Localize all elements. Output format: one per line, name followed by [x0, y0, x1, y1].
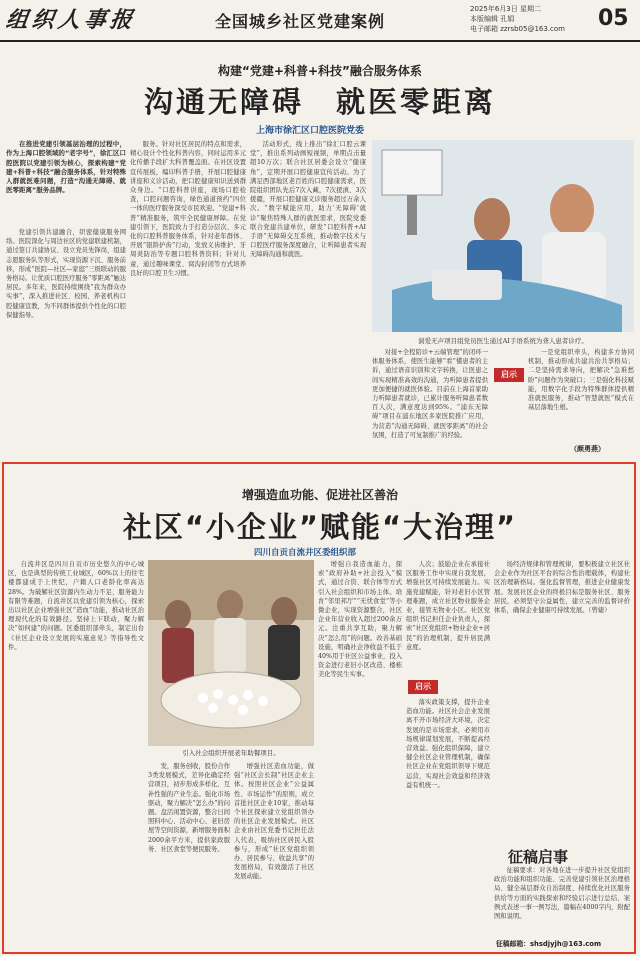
- article1-photo: [372, 140, 634, 332]
- article1-byline: 上海市徐汇区口腔医院党委: [256, 126, 365, 136]
- article1-qishi-text: 一是党组织牵头，构建多方协同机制，推动形成共建共治共享格局；二是坚持需求导向，把解决“急难愁盼”问题作为突破口；三是强化科技赋能，用数字化手段为特殊群体提供精准就医服务，推动“智慧就医”模式在基层落地生根。: [528, 349, 634, 412]
- article1-photo-caption: 洞爱无声项目组党员医生通过AI手语系统为聋人患者诊疗。: [418, 337, 588, 345]
- article2-qishi-label: 启示: [408, 680, 438, 694]
- article2-photo-caption: 引入社会组织开展老年助餐项目。: [182, 749, 280, 757]
- issue-date: 2025年6月3日 星期二: [470, 5, 541, 13]
- issue-meta: [470, 4, 590, 34]
- article1-col3: 活动形式，线上推出“徐汇口腔云课堂”，推出系列动画短视频，单期点击量超10万次；联合社区居委会设立“健康角”，定期开展口腔健康宣传活动。为了满足西部地区老百姓的口腔健康需求，医院组织团队先后7次入藏，7次援滇、3次援疆，开展口腔健康义诊服务超过万余人次。“数字赋能应用，助力‘无障碍’就诊”聚焦特殊人群的就医需求，医院党委联合党建共建单位，研发“口腔科普+AI手语”无障碍交互系统，推动数字技术与口腔医疗服务深度融合，让听障患者实现无障碍沟通和就医。: [250, 141, 366, 259]
- notice-email: 征稿邮箱：shsdjyjh@163.com: [496, 940, 602, 948]
- newspaper-logo: 组织人事报: [4, 7, 138, 33]
- section-title: 全国城乡社区党建案例: [215, 12, 386, 31]
- article1-qishi-label: 启示: [494, 368, 524, 382]
- community-dining-illustration: [148, 560, 314, 746]
- article2-col7: 场经济规律和管理规律，要积极建立社区社会企业作为社区平台的综合性治理载体，构建社区治理新格局。强化监督管理，推进企业健康发展。发展社区企业的终极目标是服务社区、服务居民，必须坚守公益属性，建立完善的监督评价体系，确保企业健康可持续发展。（曾婕）: [494, 561, 630, 615]
- article2-headline: 社区“小企业”赋能“大治理”: [122, 510, 518, 544]
- article1-col4: 对接+全程陪诊+云端管理”的闭环一体服务体系，使医生能够“看”懂患者的主诉，通过语音识别和文字转换，让医患之间实现精准高效的沟通，为听障患者提供更加便捷的就医体验。目前在上海首家助力听障患者就诊，已累计服务听障患者数百人次，满意度达到95%。“浦东无障碍”项目在浦东地区多家医院推广应用，为营造“沟通无障碍、就医零距离”的社会氛围，打造了可复制推广的经验。: [372, 349, 488, 439]
- notice-text: 征稿要求：对各地在进一步提升社区党组织政治功能和组织功能、完善党建引领社区治理格局、健全基层群众自治制度、持续优化社区服务供给等方面的实践探索和经验启示进行总结、案例式表述一事一例写法，篇幅在4000字内，附配图和说明。: [494, 867, 630, 921]
- masthead: [0, 0, 640, 42]
- article2-photo: [148, 560, 314, 746]
- page-editor: 本版编辑 孔娟: [470, 15, 515, 23]
- article2-col4: 增强自我造血能力，探索“政府补助+社会投入”模式，通过合资、联合体等方式引入社会组织和市场主体。培育“邻里邦厅”“无忧食堂”等小微企业，实现资源整合，社区企业年营业收入超过200余万元。注重共享互助，聚力解决“怎么用”的问题。改善基础设施，明确社企净收益不低于40%用于社区公益事业，投入资金进行老旧小区改造、楼栋美化等民生实事。: [318, 561, 402, 679]
- article2-col5: 人次；鼓励企业在承接社区服务工作中实现自我发展，增强社区可持续发展能力。实施党建赋能，针对老旧小区管理难题，成立社区物业服务企业，接管无物业小区。社区党组织书记担任企业负责人，探索“社区党组织+物业企业+居民”的治理机制，提升居民满意度。: [406, 561, 490, 651]
- article2-col3: 发，服务创收，股份合作3类发展模式，差异化确定经营项目，初步形成多样化、互补性强的产业生态。强化市场驱动，聚力解决“怎么办”的问题。盘活闲置资源，整合日间照料中心、活动中心、老旧房屋等空间资源，新增服务面积2000余平方米，提供家政服务、社区食堂等便民服务。: [148, 763, 230, 853]
- article2-col2: 增强社区造血功能，做强“社区会长制”社区企业主体。按照社区企业“公益属性、市场运作”的原则，成立首批社区企业10家，推动每个社区探索建立党组织领办的社区企业发展模式。社区企业由社区党委书记担任法人代表，吸纳社区居民入股参与，形成“社区党组织领办、居民参与、收益共享”的发展格局，有效激活了社区发展动能。: [234, 763, 314, 881]
- article2-byline: 四川自贡自流井区委组织部: [254, 548, 357, 558]
- dental-clinic-illustration: [372, 140, 634, 332]
- article1-qishi-author: （颜勇燕）: [570, 444, 605, 453]
- article2-kicker: 增强造血功能、促进社区善治: [241, 488, 398, 502]
- notice-title: 征稿启事: [508, 848, 569, 866]
- article1-kicker: 构建“党建+科普+科技”融合服务体系: [218, 64, 422, 78]
- article1-lead: 在推进党建引领基层治理的过程中，作为上海口腔领域的“老字号”，徐汇区口腔医院以党建引领为核心，探索构建“党建+科普+科技”融合服务体系，针对特殊人群就医难问题，打造“沟通无障碍、就医零距离”服务品牌。: [6, 140, 126, 195]
- editor-email: 电子邮箱 zzrsb05@163.com: [470, 25, 565, 33]
- page-number: 05: [598, 6, 629, 31]
- article1-col1: 党建引领共建融合，织密健康服务网络。医院深化与周边社区的党建联建机制，通过签订共建协议、设立党员先锋岗，组建志愿服务队等形式，实现资源下沉、服务前移，形成“医院—社区—家庭”三级联动的服务格局。让优质口腔医疗服务“零距离”触达居民。多年来，医院持续围绕“我为群众办实事”，深入推进社区、校园、养老机构口腔健康宣教，为不同群体提供个性化的口腔保健指导。: [6, 229, 126, 319]
- article1-col2: 服务。针对社区居民的特点和需求，精心设计个性化科普内容，同时运用多元化传播手段扩大科普覆盖面。在社区设置宣传展板，编印科普手册，开展口腔健康讲座和义诊活动，把口腔健康知识送到群众身边。“口腔科普讲座，现场口腔检查，口腔问题咨询，绿色通道预约”四位一体的医疗服务深受市民欢迎。“党建+科普”精准服务，筑牢全民健康屏障。在党建引领下，医院致力于打造分层次、多元化的口腔科普服务体系，针对老年群体、开展“银龄护齿”行动，发放义齿维护、牙周炎防治等专题口腔科普资料；针对儿童，通过趣味课堂、窝沟封闭等方式培养良好的口腔卫生习惯。: [130, 141, 246, 277]
- article2-col1: 自流井区是四川自贡市历史悠久的中心城区，也是典型的传统工业城区，60%以上的住宅楼都建成于上世纪，户籍人口老龄化率高达28%。为破解社区资源内生动力不足、服务能力有限等难题，自流井区以党建引领为核心，探索出以社区企业增强社区“造血”功能，推动社区治理现代化的有效路径。坚持上下联动，聚力解决“如何建”的问题。区委组织部牵头，制定出台《社区企业设立发展的实施意见》等指导性文件。: [8, 561, 144, 651]
- article2-col6: 落实政策支撑，提升企业造血功能。社区社会企业发展离不开市场经济大环境，决定发展的是市场需求，必须用市场规律谋划发展，不断提高经营效益。强化组织保障，建立健全社区企业管理机制，确保社区企业在党组织领导下规范运营，实现社会效益和经济效益有机统一。: [406, 699, 490, 789]
- article1-headline: 沟通无障碍 就医零距离: [143, 85, 496, 119]
